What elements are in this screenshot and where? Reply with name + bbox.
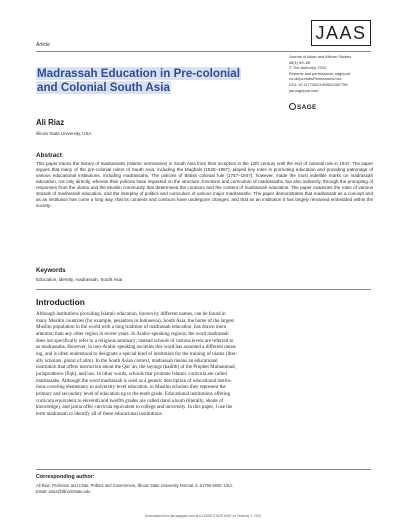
author-name: Ali Riaz	[36, 118, 65, 127]
intro-line: term madrassah to identify all of these educational institutions.	[36, 410, 163, 417]
publisher-logo	[289, 103, 317, 111]
introduction-text	[36, 311, 373, 418]
abstract-text: This paper traces the history of madrassahs (Islamic seminaries) in South Asia from their inception in the 12th century until the end of colonial rule in 1947. The paper argues that many of the pre-colonial rulers of South Asia, including the Mughals (1526–1857), played key roles in promoting education and providing patronage of various educational institutions, including madrassahs. The policies of British colonial rule (1757–1947), however, made the most indelible marks on madrassah education, not only directly, wherein their policies have impacted on the structure, functions and curriculum of madrassahs, but also indirectly, through the prompting of responses from the ulama and the Muslim community that determined the contours and the content of madrassah education. The paper examines the roles of various strands of madrassah education, and the interplay of politics and curriculum of various major madrassahs. The paper demonstrates that madrassah as a concept and as an institution has come a long way, that its contents and contours have undergone changes, and that as an institution it has largely remained embedded within the society.	[36, 161, 373, 208]
article-title	[36, 67, 256, 95]
keywords-text: Education, identity, madrassah, South Asia	[36, 277, 123, 282]
journal-copyright: © The Author(s) 2010	[289, 65, 327, 71]
sage-circle-icon	[289, 103, 296, 110]
footnote-divider	[36, 469, 371, 470]
article-type-label: Article	[36, 42, 50, 48]
journal-logo: JAAS	[311, 20, 371, 46]
intro-line: ally scholars, plural of alim). In the South Asian context, madrassah means an educational	[36, 357, 218, 364]
title-line-2: and Colonial South Asia	[37, 81, 170, 95]
intro-line: many Muslim countries (for example, pesantren in Indonesia), South Asia, the home of the largest	[36, 317, 234, 324]
intro-line: Although institutions providing Islamic education, known by different names, can be found in	[36, 311, 226, 317]
journal-url[interactable]: jas.sagepub.com	[289, 87, 319, 93]
author-affiliation: Illinois State University, USA	[36, 131, 92, 136]
publisher-name: SAGE	[297, 104, 317, 111]
journal-volume: 46(1) 69–86	[289, 59, 310, 65]
journal-reprints[interactable]: Reprints and permissions: sagepub.	[289, 70, 352, 76]
intro-line: as madrassahs. However, in non-Arabic speaking societies this word has assumed a different mean-	[36, 344, 237, 351]
intro-line: attention than any other region in recent years. In Arabic-speaking regions, the word madrassah	[36, 330, 229, 337]
header-divider	[36, 51, 371, 52]
title-line-1: Madrassah Education in Pre-colonial	[37, 67, 240, 80]
journal-meta	[289, 54, 373, 93]
intro-line: tions covering elementary to university-level education, to Muslim scholars they represent the	[36, 384, 226, 391]
corresponding-author-details	[36, 483, 233, 495]
abstract-heading: Abstract	[36, 152, 62, 159]
introduction-heading: Introduction	[36, 297, 85, 307]
intro-line: does not specifically refer to a religious seminary; instead schools of various levels are referred to	[36, 337, 234, 344]
intro-line: jurisprudence (fiqh), and law. In other words, schools that promote Islamic curricula are called	[36, 370, 227, 377]
corresponding-author-address: Ali Riaz, Professor and Chair, Politics and Government, Illinois State University Normal, IL 61790-4600, USA.	[36, 483, 234, 488]
corresponding-author-heading: Corresponding author:	[36, 474, 95, 480]
journal-permissions-link[interactable]: co.uk/journalsPermissions.nav	[289, 76, 342, 82]
intro-line: Muslim population in the world with a long tradition of madrassah education, has drawn more	[36, 324, 227, 331]
intro-line: primary and secondary level of education up to the tenth grade. Educational institutions offering	[36, 390, 231, 397]
journal-name: Journal of Asian and African Studies	[289, 54, 352, 59]
keywords-heading: Keywords	[36, 267, 66, 274]
download-note: Downloaded from jas.sagepub.com at ILLINOIS STATE UNIV on February 1, 2010	[144, 514, 262, 518]
keywords-divider	[36, 289, 371, 290]
intro-line: knowledge), and jamia offer curricula equivalent to college and university. In this paper, I use the	[36, 404, 233, 411]
intro-line: institution that offers instruction about the Qur’an, the sayings (hadith) of the Prophet Muhammad,	[36, 364, 236, 371]
journal-doi[interactable]: DOI: 10.1177/0021909610387758	[289, 81, 348, 87]
intro-line: curricula equivalent to eleventh and twelfth grades are called darul uloom (literally, abode of	[36, 397, 224, 404]
intro-line: madrassahs. Although the word madrassah is used as a generic description of educational institu-	[36, 377, 232, 384]
intro-line: ing, and is often understood to designate a special kind of institution for the training of ulama (liter-	[36, 350, 238, 357]
corresponding-author-email[interactable]: Email: ariaz@IllinoisState.edu	[36, 488, 91, 494]
